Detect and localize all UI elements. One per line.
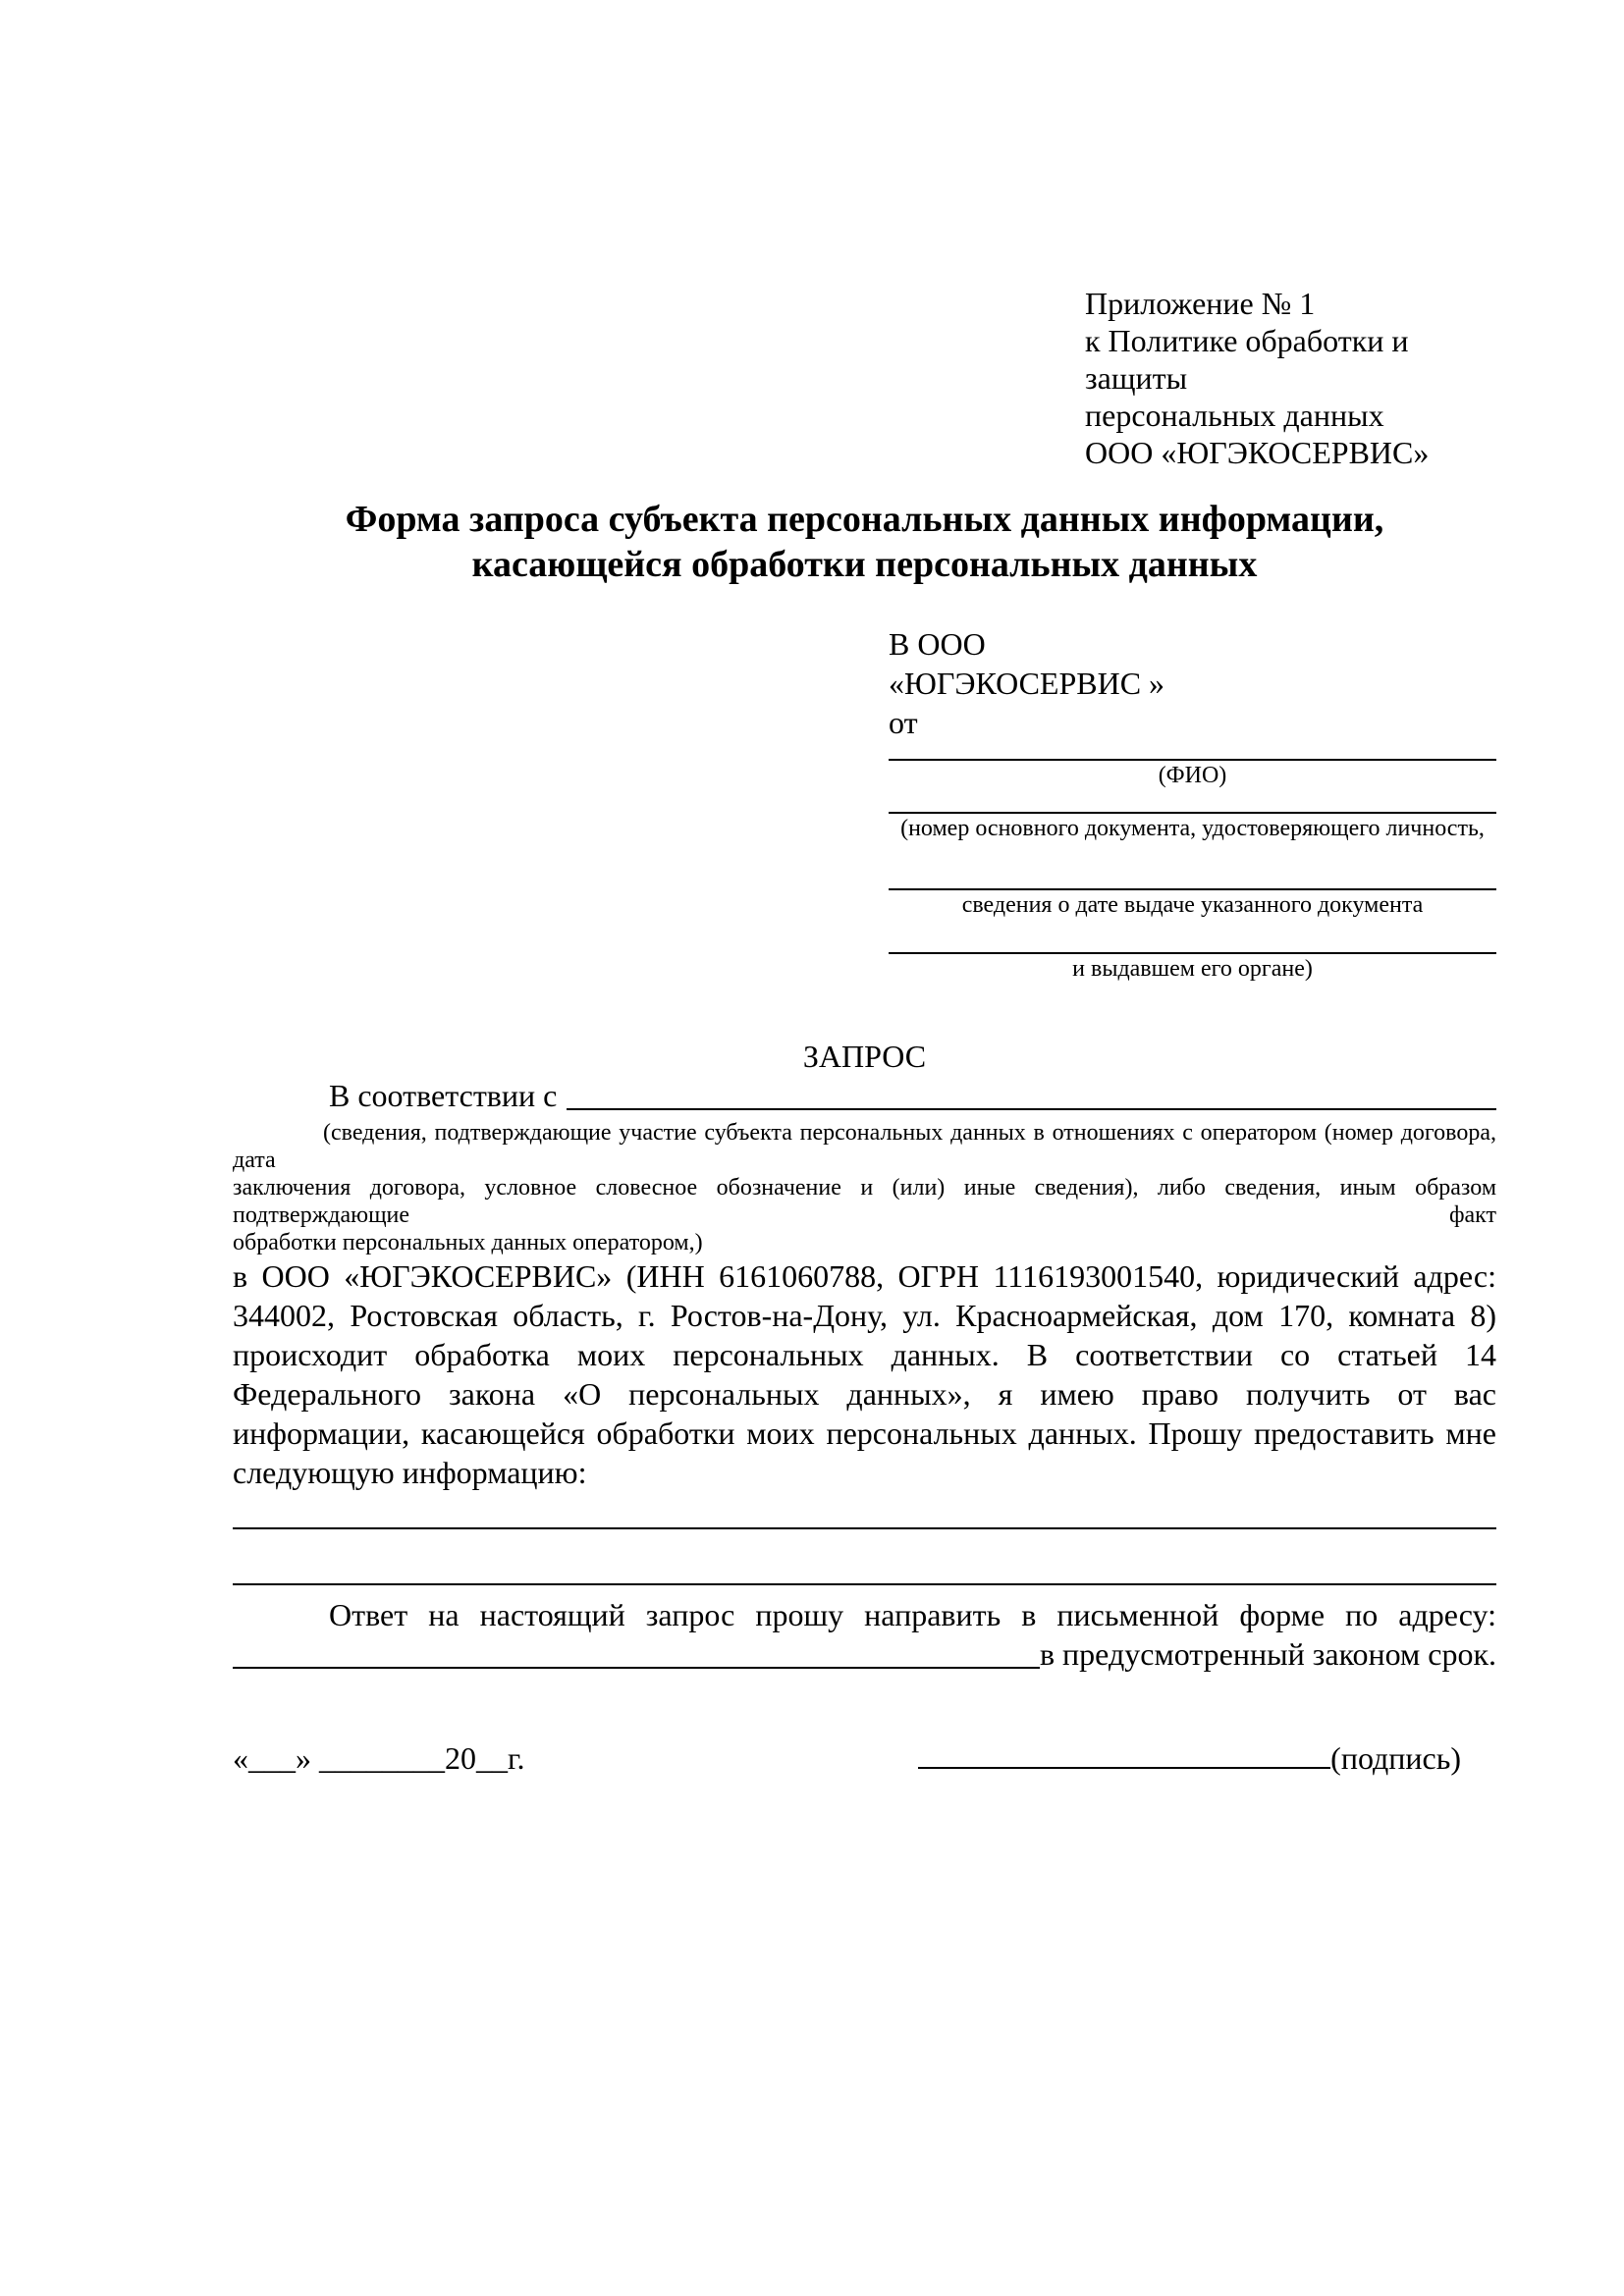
- date-line: «___» ________20__г.: [233, 1740, 525, 1776]
- request-heading: ЗАПРОС: [802, 1039, 927, 1074]
- body-line: в ООО «ЮГЭКОСЕРВИС» (ИНН 6161060788, ОГРН 1116193001540, юридический адрес:: [233, 1258, 1496, 1294]
- appendix-header-line: ООО «ЮГЭКОСЕРВИС»: [1085, 435, 1430, 470]
- document-title: [233, 497, 1496, 587]
- recipient-org-line: В ООО: [889, 626, 986, 662]
- note-block: [233, 1119, 1496, 1256]
- document-number-field: [889, 812, 1496, 843]
- answer-paragraph: [233, 1595, 1496, 1674]
- appendix-header-line: персональных данных: [1085, 398, 1384, 433]
- footer-row: [233, 1738, 1496, 1778]
- appendix-header-line: к Политике обработки и защиты: [1085, 323, 1409, 396]
- answer-suffix: в предусмотренный законом срок.: [1039, 1636, 1496, 1672]
- document-title-line: Форма запроса субъекта персональных данных информации,: [345, 499, 1384, 540]
- accordance-input-line: [567, 1076, 1496, 1110]
- body-line: 344002, Ростовская область, г. Ростов-на-Дону, ул. Красноармейская, дом 170, комната 8): [233, 1298, 1496, 1333]
- issuing-authority-caption: и выдавшем его органе): [1072, 956, 1313, 982]
- body-line: происходит обработка моих персональных данных. В соответствии со статьей 14: [233, 1337, 1496, 1372]
- address-row: [233, 1634, 1496, 1674]
- accordance-prefix: В соответствии с: [329, 1078, 558, 1113]
- recipient-org-line: «ЮГЭКОСЕРВИС »: [889, 666, 1165, 701]
- document-title-line: касающейся обработки персональных данных: [471, 544, 1258, 585]
- fio-caption: (ФИО): [1158, 763, 1227, 788]
- recipient-block: [889, 624, 1496, 984]
- document-number-caption: (номер основного документа, удостоверяющего личность,: [900, 816, 1485, 841]
- body-paragraph: [233, 1256, 1496, 1492]
- fio-field: [889, 759, 1496, 790]
- recipient-from-label: от: [889, 705, 918, 740]
- body-line: следующую информацию:: [233, 1455, 587, 1490]
- accordance-row: [233, 1076, 1496, 1115]
- signature-input-line: [918, 1767, 1330, 1769]
- issue-date-caption: сведения о дате выдаче указанного документа: [961, 892, 1424, 918]
- address-input-line: [233, 1634, 1040, 1669]
- signature-group: [918, 1738, 1461, 1778]
- information-input-line: [233, 1583, 1496, 1585]
- information-input-line: [233, 1527, 1496, 1529]
- issuing-authority-field: [889, 952, 1496, 984]
- appendix-header-line: Приложение № 1: [1085, 286, 1316, 321]
- issue-date-field: [889, 888, 1496, 920]
- answer-line: Ответ на настоящий запрос прошу направить в письменной форме по адресу:: [329, 1597, 1496, 1632]
- note-line: обработки персональных данных оператором,): [233, 1230, 703, 1255]
- note-line: заключения договора, условное словесное обозначение и (или) иные сведения), либо сведения, иным образом подтверждающие факт: [233, 1175, 1496, 1228]
- note-line: (сведения, подтверждающие участие субъекта персональных данных в отношениях с оператором (номер договора, дата: [233, 1120, 1496, 1173]
- signature-caption: (подпись): [1330, 1740, 1461, 1776]
- appendix-header: [1085, 285, 1496, 471]
- body-line: информации, касающейся обработки моих персональных данных. Прошу предоставить мне: [233, 1415, 1496, 1451]
- body-line: Федерального закона «О персональных данных», я имею право получить от вас: [233, 1376, 1496, 1412]
